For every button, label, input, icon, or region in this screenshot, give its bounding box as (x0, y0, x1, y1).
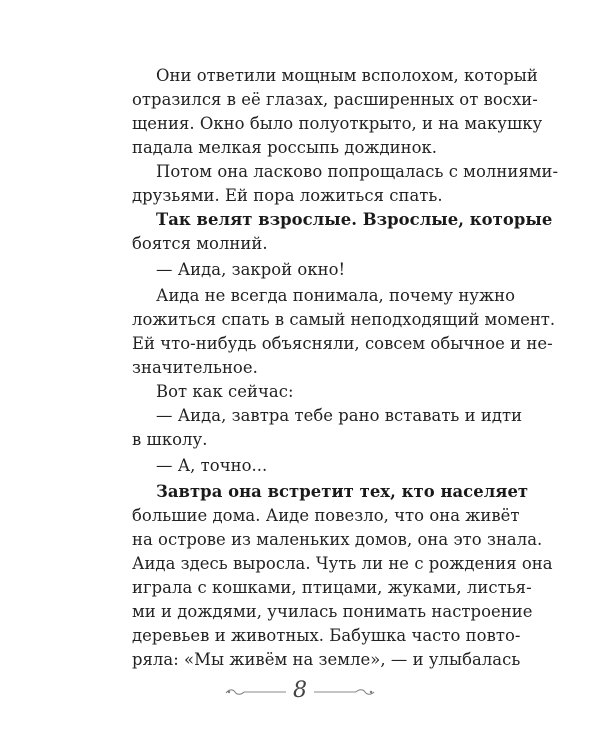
text-line: на острове из маленьких домов, она это знала. (132, 530, 543, 549)
dialogue-line: — Аида, завтра тебе рано вставать и идти (156, 406, 523, 425)
text-line: Они ответили мощным всполохом, который (156, 66, 538, 85)
page-number: 8 (293, 678, 307, 703)
text-line: большие дома. Аиде повезло, что она живёт (132, 506, 520, 525)
text-line-bold: Так велят взрослые. Взрослые, которые (156, 210, 553, 229)
text-line: деревьев и животных. Бабушка часто повто- (132, 626, 521, 645)
text-line: боятся молний. (132, 234, 268, 253)
text-line: ми и дождями, училась понимать настроение (132, 602, 533, 621)
text-line: ложиться спать в самый неподходящий момент. (132, 310, 556, 329)
page-footer (224, 676, 376, 706)
text-line: Ей что-нибудь объясняли, совсем обычное и не- (132, 334, 553, 353)
text-line: играла с кошками, птицами, жуками, листья- (132, 578, 532, 597)
text-line: Вот как сейчас: (156, 382, 294, 401)
text-line: значительное. (132, 358, 258, 377)
text-line: друзьями. Ей пора ложиться спать. (132, 186, 443, 205)
text-line: в школу. (132, 430, 208, 449)
text-line: Потом она ласково попрощалась с молниями- (156, 162, 559, 181)
text-line: щения. Окно было полуоткрыто, и на макушку (132, 114, 543, 133)
text-line: ряла: «Мы живём на земле», — и улыбалась (132, 650, 521, 669)
right-flourish-icon (312, 676, 376, 706)
dialogue-line: — Аида, закрой окно! (156, 260, 346, 279)
dialogue-line: — А, точно... (156, 456, 268, 475)
text-line: Аида не всегда понимала, почему нужно (156, 286, 516, 305)
text-line-bold: Завтра она встретит тех, кто населяет (156, 482, 529, 501)
text-line: отразился в её глазах, расширенных от восхи- (132, 90, 538, 109)
text-line: Аида здесь выросла. Чуть ли не с рождения она (132, 554, 553, 573)
text-line: падала мелкая россыпь дождинок. (132, 138, 438, 157)
